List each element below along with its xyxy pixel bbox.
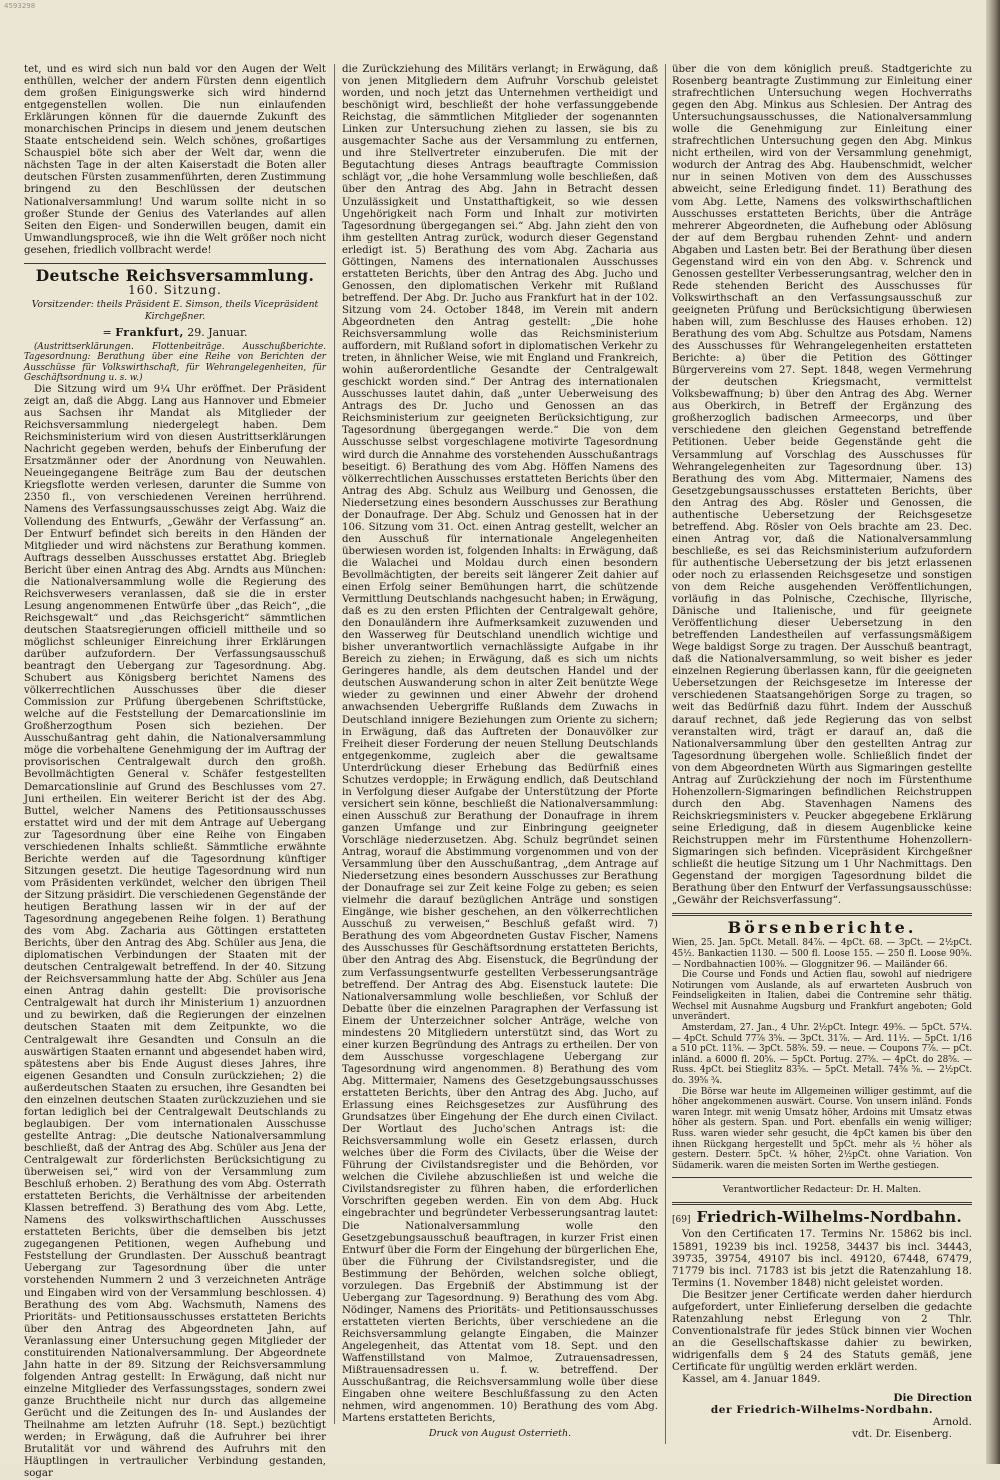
- editor-divider-bottom: [672, 1202, 972, 1205]
- session-number: 160. Sitzung.: [128, 282, 222, 297]
- advertisement-header: [672, 1208, 972, 1227]
- section-divider: [24, 263, 326, 264]
- printer-line: Druck von August Osterrieth.: [428, 1428, 572, 1439]
- ad-place-date: Kassel, am 4. Januar 1849.: [682, 1374, 821, 1386]
- ad-number: [69]: [672, 1215, 691, 1226]
- intro-paragraph: tet, und es wird sich nun bald vor den Augen der Welt enthüllen, welcher der andern Fürsten denn eigentlich dem großen Einigungswerke sich wird hindernd entgegenstellen wollen. Die nun einlaufenden Erklärungen können für die dauernde Zukunft des monarchischen Princips in diesem und jenem deutschen Staate entscheidend sein. Welch schönes, großartiges Schauspiel böte sich aber der Welt dar, wenn die nächsten Tage in der alten Kaiserstadt die Boten aller deutschen Fürsten zusammenführten, deren Zustimmung bringend zu den Beschlüssen der deutschen Nationalversammlung! Und warum sollte nicht in so großer Stunde der Genius des Vaterlandes auf allen Seiten den Eigen- und Sonderwillen beugen, damit ein Umwandlungsproceß, wie ihn die Welt größer noch nicht gesehen, friedlich vollbracht werde!: [24, 64, 326, 256]
- dateline-date: 29. Januar.: [187, 325, 248, 339]
- ad-paragraph-1: Von den Certificaten 17. Termins Nr. 15862 bis incl. 15891, 19239 bis incl. 19258, 34437 bis incl. 34443, 39735, 39754, 49107 bis incl. 49120, 67448, 67479, 71779 bis incl. 71783 ist bis jetzt die Ratenzahlung 18. Termins (1. November 1848) nicht geleistet worden.: [672, 1229, 972, 1289]
- boerse-wien-note: Die Course und Fonds und Actien flau, sowohl auf niedrigere Notirungen vom Auslande, als auf erwarteten Ausbruch von Feindseligkeiten in Italien, dabei die Contremine sehr thätig. Wechsel mit Ausnahme Augsburg und Frankfurt angeboten; Gold unverändert.: [672, 970, 972, 1023]
- column-1: [24, 64, 326, 1480]
- dateline: = Frankfurt, 29. Januar.: [102, 325, 248, 339]
- ad-signature-company: der Friedrich-Wilhelms-Nordbahn.: [710, 1404, 934, 1417]
- section-title: Deutsche Reichsversammlung.: [35, 265, 315, 285]
- col1-body: Die Sitzung wird um 9¼ Uhr eröffnet. Der Präsident zeigt an, daß die Abgg. Lang aus Hannover und Ebmeier aus Sachsen ihr Mandat als Mitglieder der Reichsversammlung niedergelegt haben. Dem Reichsministerium wird von diesen Austrittserklärungen Nachricht gegeben werden, behufs der Einberufung der Ersatzmänner oder der Anordnung von Neuwahlen. Neueingegangene Beiträge zum Bau der deutschen Kriegsflotte werden verlesen, darunter die Summe von 2350 fl., von verschiedenen Vereinen herrührend. Namens des Verfassungsausschusses zeigt Abg. Waiz die Vollendung des Entwurfs, „Gewähr der Verfassung“ an. Der Entwurf befindet sich bereits in den Händen der Mitglieder und wird nächstens zur Berathung kommen. Auftrags desselben Ausschusses erstattet Abg. Briegleb Bericht über einen Antrag des Abg. Arndts aus München: die Nationalversammlung wolle die Regierung des Reichsverwesers veranlassen, daß sie die in erster Lesung angenommenen Entwürfe über „das Reich“, „die Reichsgewalt“ und „das Reichsgericht“ sämmtlichen deutschen Staatsregierungen officiell mittheile und so möglichst schleuniger Einreichung ihrer Erklärungen darüber aufzufordern. Der Verfassungsausschuß beantragt den Uebergang zur Tagesordnung. Abg. Schubert aus Königsberg berichtet Namens des völkerrechtlichen Ausschusses über die dieser Commission zur Prüfung übergebenen Schriftstücke, welche auf die Feststellung der Demarcationslinie im Großherzogthum Posen sich beziehen. Der Ausschußantrag geht dahin, die Nationalversammlung möge die vorbehaltene Genehmigung der im Auftrag der provisorischen Centralgewalt durch den großh. Bevollmächtigten General v. Schäfer festgestellten Demarcationslinie auf Grund des Beschlusses vom 27. Juni ertheilen. Ein weiterer Bericht ist der des Abg. Buttel, welcher Namens des Petitionsausschusses erstattet wird und der mit dem Antrage auf Uebergang zur Tagesordnung über eine Reihe von Eingaben verschiedenen Inhalts schließt. Sämmtliche erwähnte Berichte werden auf die Tagesordnung künftiger Sitzungen gesetzt. Die heutige Tagesordnung wird nun vom Präsidenten verkündet, welcher den übrigen Theil der Sitzung präsidirt. Die verschiedenen Gegenstände der heutigen Berathung lassen wir in der auf der Tagesordnung angegebenen Reihe folgen. 1) Berathung des vom Abg. Zacharia aus Göttingen erstatteten Berichts, über den Antrag des Abg. Schüler aus Jena, die diplomatischen Verbindungen der Staaten mit der deutschen Centralgewalt betreffend. In der 40. Sitzung der Reichsversammlung hatte der Abg. Schüler aus Jena einen Antrag dahin gestellt: Die provisorische Centralgewalt hat durch ihr Ministerium 1) anzuordnen und zu bewirken, daß die Regierungen der einzelnen deutschen Staaten mit dem Zeitpunkte, wo die Centralgewalt ihre Gesandten und Consuln an die auswärtigen Staaten ernannt und abgesendet haben wird, spätestens aber bis Ende August dieses Jahres, ihre eigenen Gesandten und Consuln zurückziehen; 2) die außerdeutschen Staaten zu ersuchen, ihre Gesandten bei den einzelnen deutschen Staaten zurückzuziehen und sie fortan lediglich bei der Centralgewalt Deutschlands zu beglaubigen. Der vom internationalen Ausschusse gestellte Antrag: „Die deutsche Nationalversammlung beschließt, daß der Antrag des Abg. Schüler aus Jena der Centralgewalt zur förderlichsten Berücksichtigung zu überweisen sei,“ wird von der Versammlung zum Beschluß erhoben. 2) Berathung des vom Abg. Osterrath erstatteten Berichts, die Verhältnisse der arbeitenden Klassen betreffend. 3) Berathung des vom Abg. Lette, Namens des volkswirthschaftlichen Ausschusses erstatteten Berichts, über die demselben bis jetzt zugegangenen Petitionen, wegen Aufhebung und Feststellung der Grundlasten. Der Ausschuß beantragt Uebergang zur Tagesordnung über die unter vorstehenden Nummern 2 und 3 verzeichneten Anträge und Eingaben wird von der Versammlung beschlossen. 4) Berathung des vom Abg. Wachsmuth, Namens des Prioritäts- und Petitionsausschusses erstatteten Berichts über den Antrag des Abgeordneten Jahn, auf Veranlassung einer Untersuchung gegen Mitglieder der constituirenden Nationalversammlung. Der Abgeordnete Jahn hatte in der 89. Sitzung der Reichsversammlung folgenden Antrag gestellt: In Erwägung, daß nicht nur einzelne Mitglieder des Verfassungsstages, sondern zwei ganze Bruchtheile nicht nur durch das allgemeine Gerücht und die Zeitungen des In- und Auslandes der Theilnahme am letzten Aufruhr (18. Sept.) bezüchtigt werden; in Erwägung, daß die Aufruhrer bei ihrer Brutalität vor und während des Aufruhrs mit den Häuptlingen in vertraulicher Verbindung gestanden, sogar: [24, 383, 326, 1480]
- responsible-editor: Verantwortlicher Redacteur: Dr. H. Malten.: [722, 1185, 922, 1196]
- archive-id: 4593298: [4, 2, 36, 10]
- ad-signature-arnold: Arnold.: [932, 1416, 972, 1429]
- column-rule-2: [665, 64, 666, 1444]
- dateline-place: Frankfurt,: [115, 325, 184, 339]
- editor-divider-top: [672, 1177, 972, 1178]
- col2-body: die Zurückziehung des Militärs verlangt; in Erwägung, daß von jenen Mitgliedern dem Aufruhr Vorschub geleistet worden, und noch jetzt das Unternehmen vertheidigt und beschönigt wird, beschließt der hohe verfassunggebende Reichstag, die sämmtlichen Mitglieder der sogenannten Linken zur Untersuchung ziehen zu lassen, sie bis zu ausgemachter Sache aus der Versammlung zu entfernen, und ihre Stellvertreter einzuberufen. Die mit der Begutachtung dieses Antrags beauftragte Commission schlägt vor, „die hohe Versammlung wolle beschließen, daß über den Antrag des Abg. Jahn in Betracht dessen Unzulässigkeit und Unstatthaftigkeit, so wie dessen Ungehörigkeit nach Form und Inhalt zur motivirten Tagesordnung übergegangen sei.“ Abg. Jahn zieht den von ihm gestellten Antrag zurück, wodurch dieser Gegenstand erledigt ist. 5) Berathung des vom Abg. Zacharia aus Göttingen, Namens des internationalen Ausschusses erstatteten Berichts, über den Antrag des Abg. Jucho und Genossen, den diplomatischen Verkehr mit Rußland betreffend. Der Abg. Dr. Jucho aus Frankfurt hat in der 102. Sitzung vom 24. October 1848, im Verein mit andern Abgeordneten den Antrag gestellt: „Die hohe Reichsversammlung wolle das Reichsministerium auffordern, mit Rußland sofort in diplomatischen Verkehr zu treten, in ähnlicher Weise, wie mit England und Frankreich, wohin außerordentliche Gesandte der Centralgewalt geschickt worden sind.“ Der Antrag des internationalen Ausschusses lautet dahin, daß „unter Ueberweisung des Antrags des Dr. Jucho und Genossen an das Reichsministerium zur geeigneten Berücksichtigung, zur Tagesordnung übergegangen werde.“ Die von dem Ausschusse selbst vorgeschlagene motivirte Tagesordnung wird durch die Annahme des vorstehenden Ausschußantrags beseitigt. 6) Berathung des vom Abg. Höffen Namens des völkerrechtlichen Ausschusses erstatteten Berichts über den Antrag des Abg. Schulz aus Weilburg und Genossen, die Niedersetzung eines besondern Ausschusses zur Berathung der Donaufrage. Der Abg. Schulz und Genossen hat in der 106. Sitzung vom 31. Oct. einen Antrag gestellt, welcher an den Ausschuß für internationale Angelegenheiten überwiesen worden ist, folgenden Inhalts: in Erwägung, daß die Walachei und Moldau durch einen besondern Bevollmächtigten, der bereits seit längerer Zeit dahier auf einen Erfolg seiner Bemühungen harrt, die schützende Vermittlung Deutschlands nachgesucht haben; in Erwägung, daß es zu den ersten Pflichten der Centralgewalt gehöre, den Donauländern ihre Aufmerksamkeit zuzuwenden und den Wasserweg für Deutschland unendlich wichtige und bisher unverantwortlich vernachlässigte Aufgabe in ihr Bereich zu ziehen; in Erwägung, daß es sich um nichts Geringeres handle, als dem deutschen Handel und der deutschen Auswanderung schon in alter Zeit benützte Wege wieder zu gewinnen und einer Abwehr der drohend anwachsenden Uebergriffe Rußlands dem Zuwachs in Deutschland innigere Beziehungen zum Oriente zu sichern; in Erwägung, daß das Auftreten der Donauvölker zur Freiheit dieser Forderung der neuen Stellung Deutschlands entgegenkomme, zugleich aber die gewaltsame Unterdrückung dieser Erhebung das Bedürfniß eines Schutzes verdopple; in Erwägung endlich, daß Deutschland in Verfolgung dieser Aufgabe der Unterstützung der Pforte versichert sein könne, beschließt die Nationalversammlung: einen Ausschuß zur Berathung der Donaufrage in ihrem ganzen Umfange und zur Einbringung geeigneter Vorschläge niederzusetzen. Abg. Schulz begründet seinen Antrag, worauf die Abstimmung vorgenommen und von der Versammlung über den Ausschußantrag, „dem Antrage auf Niedersetzung eines besondern Ausschusses zur Berathung der Donaufrage sei zur Zeit keine Folge zu geben; es seien vielmehr die darauf bezüglichen Anträge und sonstigen Eingänge, wie bisher geschehen, an den völkerrechtlichen Ausschuß zu verweisen,“ Beschluß gefaßt wird. 7) Berathung des vom Abgeordneten Gustav Fischer, Namens des Ausschusses für Geschäftsordnung erstatteten Berichts, über den Antrag des Abg. Eisenstuck, die Begründung der zum Verfassungsentwurfe gestellten Verbesserungsanträge betreffend. Der Antrag des Abg. Eisenstuck lautete: Die Nationalversammlung wolle beschließen, vor Schluß der Debatte über die einzelnen Paragraphen der Verfassung ist Einem der Unterzeichner solcher Anträge, welche von mindestens 20 Mitgliedern unterstützt sind, das Wort zu einer kurzen Begründung des Antrags zu ertheilen. Der von dem Ausschusse vorgeschlagene Uebergang zur Tagesordnung wird angenommen. 8) Berathung des vom Abg. Mittermaier, Namens des Gesetzgebungsausschusses erstatteten Berichts, über den Antrag des Abg. Jucho, auf Erlassung eines Reichsgesetzes zur Ausführung des Grundsatzes über Eingehung der Ehe durch einen Civilact. Der Wortlaut des Jucho'schen Antrags ist: die Reichsversammlung wolle ein Gesetz erlassen, durch welches über die Form des Civilacts, über die Weise der Führung der Civilstandsregister und die Behörden, vor welchen die Civilehe abzuschließen ist und welche die Civilstandsregister zu führen haben, die erforderlichen Vorschriften gegeben werden. Ein von dem Abg. Huck eingebrachter und begründeter Verbesserungsantrag lautet: Die Nationalversammlung wolle den Gesetzgebungsausschuß beauftragen, in kurzer Frist einen Entwurf über die Form der Eingehung der bürgerlichen Ehe, über die Führung der Civilstandsregister, und die Bestimmung der Behörden, welchen solche obliegt, vorzulegen. Das Ergebniß der Abstimmung ist der Uebergang zur Tagesordnung. 9) Berathung des vom Abg. Nödinger, Namens des Prioritäts- und Petitionsausschusses erstatteten vierten Berichts, über verschiedene an die Reichsversammlung gelangte Eingaben, die Mainzer Angelegenheit, das Attentat vom 18. Sept. und den Waffenstillstand von Malmoe, Zutrauensadressen, Mißtrauensadressen u. f. w. betreffend. Der Ausschußantrag, die Reichsversammlung wolle über diese Eingaben ohne weitere Beschlußfassung zu den Acten nehmen, wird angenommen. 10) Berathung des vom Abg. Martens erstatteten Berichts,: [342, 64, 658, 1425]
- column-2: [342, 64, 658, 1425]
- session-summary: (Austrittserklärungen. Flottenbeiträge. Ausschußberichte. Tagesordnung: Berathung über eine Reihe von Berichten der Ausschüsse für Volkswirthschaft, für Wehrangelegenheiten, für Geschäftsordnung u. s. w.): [24, 341, 326, 384]
- boerse-amsterdam: Amsterdam, 27. Jan., 4 Uhr. 2½pCt. Integr. 49⅝. — 5pCt. 57¼. — 4pCt. Schuld 77⅞ 3⅝. — 3pCt. 31⅞. — Ard. 11½. — 5pCt. 1/16 a 510 pCt. 11⅝. — 3pCt. 58⅝. 59. — neue. — Coupons 7⅞. — pCt. inländ. a 6000 fl. 20⅝. — 5pCt. Portug. 27⅝. — 4pCt. do 28⅝. — Russ. 4pCt. bei Stieglitz 83⅝. — 5pCt. Metall. 74⅝ ⅝. — 2½pCt. do. 39⅝ ¾.: [672, 1023, 972, 1087]
- boerse-divider: [672, 913, 972, 916]
- ad-signature-direction: Die Direction: [893, 1392, 972, 1405]
- ad-signature-eisenberg: vdt. Dr. Eisenberg.: [852, 1428, 952, 1441]
- column-rule-1: [334, 64, 335, 1424]
- ad-paragraph-2: Die Besitzer jener Certificate werden daher hierdurch aufgefordert, unter Einlieferung derselben die gedachte Ratenzahlung nebst Erlegung von 2 Thlr. Conventionalstrafe für jedes Stück binnen vier Wochen an die Gesellschaftskasse dahier zu bewirken, widrigenfalls dem § 24 des Statuts gemäß, jene Certificate für ungültig werden erklärt werden.: [672, 1289, 972, 1373]
- boerse-title: Börsenberichte.: [727, 918, 917, 938]
- col3-body: über die von dem königlich preuß. Stadtgerichte zu Rosenberg beantragte Zustimmung zur Einleitung einer strafrechtlichen Untersuchung wegen Hochverraths gegen den Abg. Minkus aus Schlesien. Der Antrag des Untersuchungsausschusses, die Nationalversammlung wolle die Genehmigung zur Einleitung einer strafrechtlichen Untersuchung gegen den Abg. Minkus nicht ertheilen, wird von der Versammlung genehmigt, wodurch der Antrag des Abg. Haubenschmidt, welcher nur in seinen Motiven von dem des Ausschusses abweicht, seine Erledigung findet. 11) Berathung des vom Abg. Lette, Namens des volkswirthschaftlichen Ausschusses erstatteten Berichts, über die Anträge mehrerer Abgeordneten, die Aufhebung oder Ablösung der auf dem Bergbau ruhenden Zehnt- und andern Abgaben und Lasten betr. Bei der Berathung über diesen Gegenstand wird ein von den Abg. v. Schrenck und Genossen gestellter Verbesserungsantrag, welcher den in Rede stehenden Bericht des Ausschusses für Volkswirthschaft an den Verfassungsausschuß zur geeigneten Prüfung und Berücksichtigung überwiesen haben will, zum Beschlusse des Hauses erhoben. 12) Berathung des vom Abg. Schultze aus Potsdam, Namens des Ausschusses für Wehrangelegenheiten erstatteten Berichte: a) über die Petition des Göttinger Bürgervereins vom 27. Sept. 1848, wegen Vermehrung der deutschen Kriegsmacht, vermittelst Volksbewaffnung; b) über den Antrag des Abg. Werner aus Oberkirch, in Betreff der Ergänzung des großherzoglich badischen Armeecorps, und über verschiedene den gleichen Gegenstand betreffende Petitionen. Ueber beide Gegenstände geht die Versammlung auf Vorschlag des Ausschusses für Wehrangelegenheiten zur Tagesordnung über. 13) Berathung des vom Abg. Mittermaier, Namens des Gesetzgebungsausschusses erstatteten Berichts, über den Antrag des Abg. Rösler und Genossen, die authentische Uebersetzung der Reichsgesetze betreffend. Abg. Rösler von Oels brachte am 23. Dec. einen Antrag vor, daß die Nationalversammlung beschließe, es sei das Reichsministerium aufzufordern für authentische Uebersetzung der bis jetzt erlassenen oder noch zu erlassenden Reichsgesetze und sonstigen von dem Reiche ausgehenden Veröffentlichungen, vorläufig in das Polnische, Czechische, Illyrische, Dänische und Italienische, und für geeignete Veröffentlichung dieser Uebersetzung in den betreffenden Landestheilen auf verfassungsmäßigem Wege baldigst Sorge zu tragen. Der Ausschuß beantragt, daß die Nationalversammlung, so weit bisher es jeder einzelnen Regierung überlassen kann, für die geeigneten Uebersetzungen der Reichsgesetze im Interesse der verschiedenen Staatsangehörigen Sorge zu tragen, so weit das Bedürfniß dazu führt. Indem der Ausschuß darauf rechnet, daß jede Regierung das von selbst veranstalten wird, trägt er darauf an, daß die Nationalversammlung über den gestellten Antrag zur Tagesordnung übergehen wolle. Schließlich findet der von dem Abgeordneten Würth aus Sigmaringen gestellte Antrag auf Zurückziehung der noch im Fürstenthume Hohenzollern-Sigmaringen befindlichen Reichstruppen durch den Abg. Stavenhagen Namens des Reichskriegsministers v. Peucker abgegebene Erklärung seine Erledigung, daß in diesem Augenblicke keine Reichstruppen mehr im Fürstenthume Hohenzollern-Sigmaringen sich befinden. Vicepräsident Kirchgeßner schließt die heutige Sitzung um 1 Uhr Nachmittags. Den Gegenstand der morgigen Tagesordnung bildet die Berathung über den Entwurf der Verfassungsausschüsse: „Gewähr der Reichsverfassung“.: [672, 64, 972, 907]
- chair-line: Vorsitzender: theils Präsident E. Simson, theils Vicepräsident Kirchgeßner.: [31, 298, 319, 322]
- ad-title: Friedrich-Wilhelms-Nordbahn.: [696, 1208, 962, 1227]
- column-3: [672, 64, 972, 1444]
- binding-edge: [986, 0, 1000, 1464]
- boerse-wien: Wien, 25. Jan. 5pCt. Metall. 84⅞. — 4pCt. 68. — 3pCt. — 2½pCt. 45½. Bankactien 1130. — 500 fl. Loose 155. — 250 fl. Loose 90⅝. — Nordbahnactien 100⅜. — Gloggnitzer 96. — Mailänder 66.: [672, 938, 972, 970]
- boerse-amsterdam-note: Die Börse war heute im Allgemeinen williger gestimmt, auf die höher angekommenen auswärt. Course. Von unsern inländ. Fonds waren Integr. mit wenig Umsatz höher, Ardoins mit Umsatz etwas höher als gestern. Span. und Port. ebenfalls ein wenig williger; Russ. waren wieder sehr gesucht, die 4pCt kamen bis über den ihnen Rückgang hergestellt und 5pCt. mehr als ½ höher als gestern. Desterr. 5pCt. ¼ höher, 2½pCt. ohne Variation. Von Südamerik. waren die meisten Sorten im Werthe gestiegen.: [672, 1086, 972, 1171]
